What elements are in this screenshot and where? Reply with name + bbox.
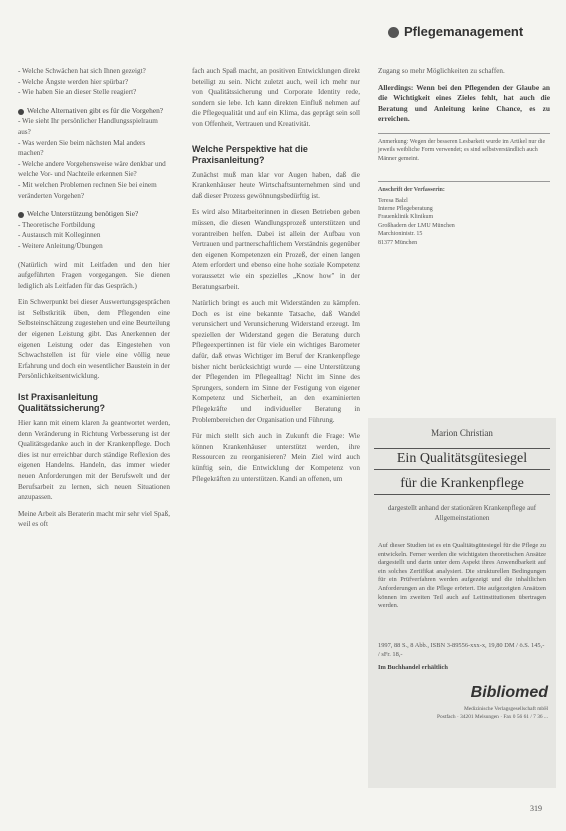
paragraph: Ein Schwerpunkt bei dieser Auswertungsgesprächen ist Selbstkritik üben, dem Pflegenden eine Selbsteinschätzung zugestehen und eine Beurteilung der eigenen Leistung gibt. Das Anerkennen der eigenen Leistung oder das Eingestehen von Schwachstellen ist für viele eine völlig neue Erfahrung und doch ein wesentlicher Baustein in der Persönlichkeitsentwicklung. (18, 298, 170, 381)
list-item: - Weitere Anleitung/Übungen (18, 241, 103, 250)
paragraph: Meine Arbeit als Beraterin macht mir sehr viel Spaß, weil es oft (18, 509, 170, 529)
paragraph: Hier kann mit einem klaren Ja geantwortet werden, denn Veränderung in Richtung Verbesserung ist der Qualitätsgedanke auch in der Krankenpflege. Doch dies ist nur erreichbar durch ständige Reflexion des eigenen Handelns. Handeln, das immer wieder neuen Anforderungen mit der Berufswelt und der Berufsarbeit zu lernen, sich neuen Situationen anzupassen. (18, 419, 170, 502)
book-isbn: 1997, 88 S., 8 Abb., ISBN 3-89556-xxx-x, 19,80 DM / ö.S. 145,- / sFr. 18,- (378, 642, 545, 658)
list-item: - Theoretische Fortbildung (18, 220, 95, 229)
book-advertisement (368, 418, 556, 788)
question-list-2 (18, 116, 170, 201)
address-line: Frauenklinik Klinikum (378, 214, 434, 221)
book-title-line-2: für die Krankenpflege (374, 474, 550, 495)
paragraph: (Natürlich wird mit Leitfaden und den hier aufgeführten Fragen vorgegangen. Sie dienen lediglich als Leitfaden für das Gespräch.) (18, 260, 170, 290)
paragraph: Es wird also Mitarbeiterinnen in diesen Betrieben geben müssen, die diesen Wandlungsprozeß unterstützen und vorantreiben helfen. Dabei ist allein der Aufbau von Vertrauen und partnerschaftlichem Verständnis gegenüber den eigenen Kompetenzen ein Prozeß, der einen langen Atem erfordert und ebenso eine hohe soziale Kompetenz voraussetzt wie ein spezielles „Know how" in der Beratungsarbeit. (192, 208, 360, 291)
footnote-text: Anmerkung: Wegen der besseren Lesbarkeit wurde im Artikel nur die jeweils weibliche Form verwendet; es sind selbstverständlich auch Männer gemeint. (378, 138, 546, 162)
list-item: - Wie haben Sie an dieser Stelle reagiert? (18, 88, 137, 97)
column-1 (18, 66, 170, 536)
question-list-1 (18, 66, 170, 98)
highlight-paragraph: Allerdings: Wenn bei den Pflegenden der Glaube an die Wichtigkeit eines Zieles fehlt, hat auch die Beratung und Anleitung keine Chance, es zu erreichen. (378, 82, 550, 124)
paragraph: Zugang so mehr Möglichkeiten zu schaffen. (378, 67, 505, 75)
section-header (388, 24, 558, 42)
section-title: Pflegemanagement (404, 24, 524, 39)
address-line: Teresa Balzl (378, 197, 408, 204)
bullet-heading: Welche Unterstützung benötigen Sie? (18, 209, 170, 220)
paragraph: Für mich stellt sich auch in Zukunft die Frage: Wie können Krankenhäuser unterstützt werden, ihre Ressourcen zu reorganisieren? Mein Ziel wird auch künftig sein, die Entwicklung der Kompetenz von Pflegekräften zu unterstützen. Kandi an offenen, um (192, 432, 360, 483)
paragraph: Zunächst muß man klar vor Augen haben, daß die Krankenhäuser heute Wirtschaftsunternehmen sind und daß dieser Prozess gewöhnungsbedürftig ist. (192, 170, 360, 200)
list-item: - Austausch mit Kolleginnen (18, 231, 101, 240)
book-title-line-1: Ein Qualitätsgütesiegel (374, 448, 550, 470)
list-item: - Welche Ängste werden hier spürbar? (18, 77, 129, 86)
column-2 (192, 66, 360, 490)
section-bullet-icon (388, 27, 399, 38)
publisher-logo: Bibliomed (470, 684, 548, 701)
book-availability: Im Buchhandel erhältlich (378, 664, 448, 671)
bullet-heading: Welche Alternativen gibt es für die Vorgehen? (18, 106, 170, 117)
paragraph: Natürlich bringt es auch mit Widerständen zu kämpfen. Doch es ist eine bekannte Tatsache, daß Wandel verunsichert und Verunsicherung Widerstand erzeugt. Im speziellen der Widerstand gegen die Beratung durch Pflegeexpertinnen ist für viele ein wichtiges Barometer dafür, daß etwas Wichtiger im Beruf der Krankenpflege bisher nicht berücksichtigt wurde — eine Unterstützung der Pflegenden im Pflegealltag! Nicht im Sinne des Sprungers, sondern im Sinne der Festigung von eigener Kompetenz und Sicherheit, an den examinierten Pflegekräfte und individueller Beratung in Problembereichen der Organisation und Führung. (192, 299, 360, 424)
list-item: - Mit welchen Problemen rechnen Sie bei einem veränderten Vorgehen? (18, 180, 157, 200)
author-address (378, 181, 550, 247)
book-description: Auf dieser Studien ist es ein Qualitätsgütesiegel für die Pflege zu entwickeln. Ferner werden die wichtigsten theoretischen Ansätze dargestellt und darin unter dem Aspekt ihres Anwendbarkeit auf ein solches Zertifikat analysiert. Die strukturellen Bedingungen für ein Prüfverfahren werden aufgezeigt und die inhaltlichen Anforderungen an die Pflege erörtert. Die aufgezeigten Ansätzen können im zweiten Teil auch auf Leitinstitutionen übertragen werden. (378, 542, 546, 610)
list-item: - Welche Schwächen hat sich Ihnen gezeigt? (18, 67, 146, 75)
address-line: 81377 München (378, 239, 418, 246)
paragraph: fach auch Spaß macht, an positiven Entwicklungen direkt beteiligt zu sein. Nicht zuletzt auch, weil ich mehr nur von Qualitätssicherung und Corporate Identity rede, sondern sie lebe. Ich kann direkten Einfluß nehmen auf die Pflegequalität und auf ein Klima, das geprägt sein soll von Offenheit, Vertrauen und Kreativität. (192, 67, 360, 128)
list-item: - Wie sieht Ihr persönlicher Handlungsspielraum aus? (18, 117, 158, 136)
address-line: Marchioninistr. 15 (378, 231, 423, 238)
publisher-subtitle: Medizinische Verlagsgesellschaft mbH (463, 706, 548, 712)
footnote (378, 133, 550, 163)
book-subtitle: dargestellt anhand der stationären Krankenpflege auf Allgemeinstationen (387, 504, 537, 522)
list-item: - Welche andere Vorgehensweise wäre denkbar und welche Vor- und Nachteile erkennen Sie? (18, 159, 166, 179)
address-title: Anschrift der Verfasserin: (378, 187, 445, 194)
address-line: Großhadern der LMU München (378, 222, 455, 229)
question-list-3 (18, 220, 170, 252)
subheading: Welche Perspektive hat die Praxisanleitung? (192, 143, 308, 165)
address-line: Interne Pflegeberatung (378, 206, 433, 212)
subheading: Ist Praxisanleitung Qualitätssicherung? (18, 392, 106, 414)
list-item: - Was werden Sie beim nächsten Mal anders machen? (18, 138, 146, 158)
page-number: 319 (530, 804, 542, 813)
publisher-address: Postfach · 34201 Melsungen · Fax 0 56 61 / 7 36 ... (437, 714, 548, 720)
column-3 (378, 66, 550, 247)
book-author: Marion Christian (431, 428, 493, 438)
